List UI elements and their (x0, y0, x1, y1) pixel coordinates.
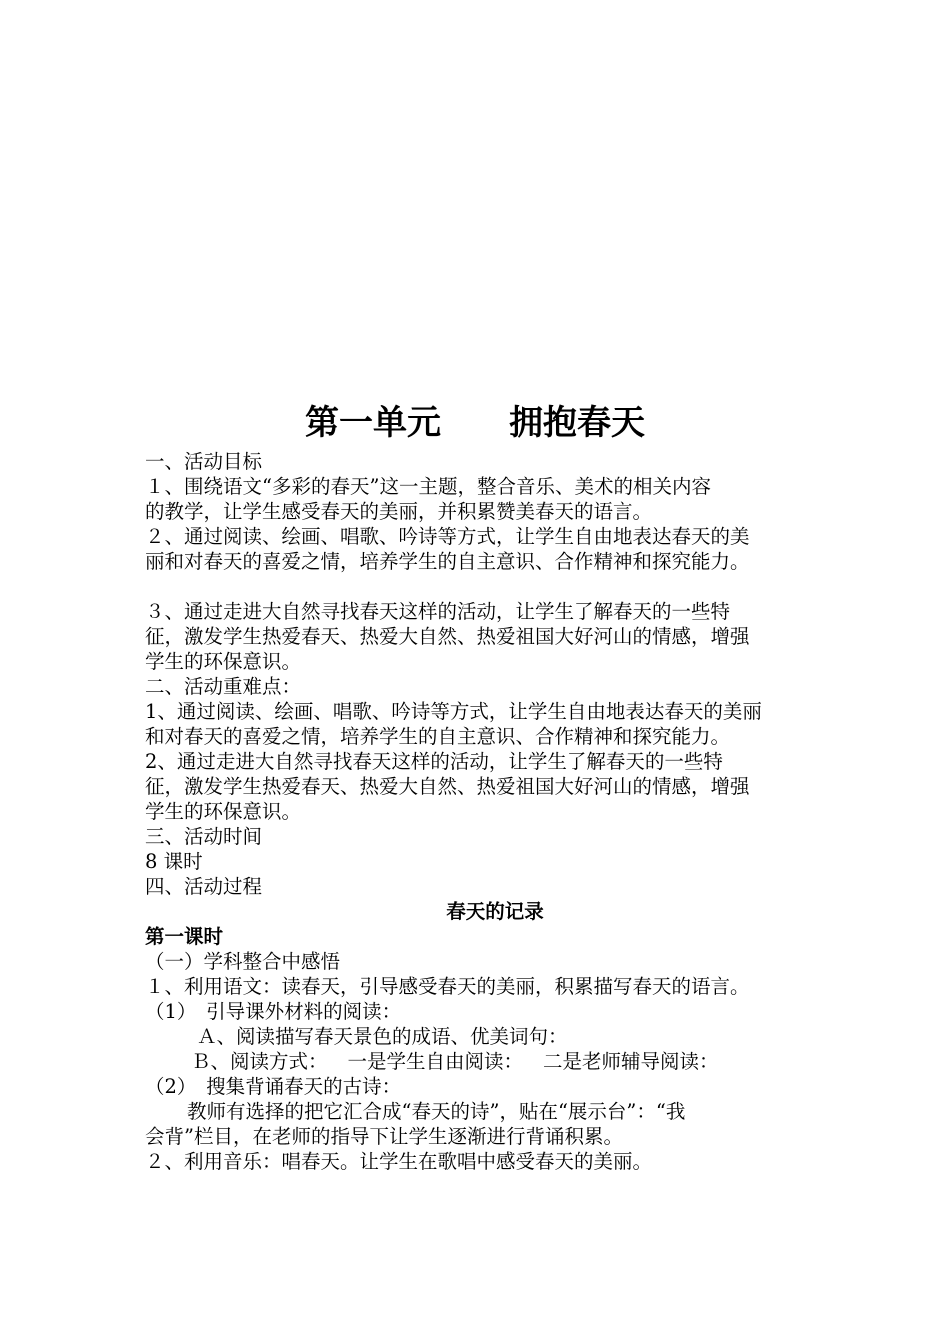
item-b-option-1: 一是学生自由阅读： (347, 1050, 524, 1073)
blank-line (145, 574, 845, 599)
text-line: 2、通过走进大自然寻找春天这样的活动，让学生了解春天的一些特 (145, 750, 723, 773)
item-b (145, 1049, 845, 1074)
text-line: 8 课时 (145, 850, 203, 873)
text-line: 丽和对春天的喜爱之情，培养学生的自主意识、合作精神和探究能力。 (145, 550, 750, 573)
text-line: ３、通过走进大自然寻找春天这样的活动，让学生了解春天的一些特 (145, 600, 731, 623)
text-line: １、围绕语文“多彩的春天”这一主题，整合音乐、美术的相关内容 (145, 475, 711, 498)
text-line: 和对春天的喜爱之情，培养学生的自主意识、合作精神和探究能力。 (145, 725, 731, 748)
heading-process: 四、活动过程 (145, 875, 263, 898)
item-b-label: Ｂ、阅读方式： (191, 1050, 328, 1073)
item-2: （2） 搜集背诵春天的古诗： (145, 1075, 402, 1098)
section-title: 春天的记录 (446, 900, 544, 923)
text-line: 征，激发学生热爱春天、热爱大自然、热爱祖国大好河山的情感，增强 (145, 625, 750, 648)
text-line: 的教学，让学生感受春天的美丽，并积累赞美春天的语言。 (145, 500, 653, 523)
document-body (145, 449, 845, 1174)
text-line: ２、利用音乐：唱春天。让学生在歌唱中感受春天的美丽。 (145, 1150, 653, 1173)
text-line: 征，激发学生热爱春天、热爱大自然、热爱祖国大好河山的情感，增强 (145, 775, 750, 798)
heading-key-points: 二、活动重难点： (145, 675, 302, 698)
page-title: 第一单元 拥抱春天 (305, 403, 645, 443)
text-line: ２、通过阅读、绘画、唱歌、吟诗等方式，让学生自由地表达春天的美 (145, 525, 750, 548)
text-line: 教师有选择的把它汇合成“春天的诗”，贴在“展示台”：“我 (187, 1100, 686, 1123)
text-line: 会背”栏目，在老师的指导下让学生逐渐进行背诵积累。 (145, 1125, 623, 1148)
text-line: （一）学科整合中感悟 (145, 950, 341, 973)
text-line: 学生的环保意识。 (145, 650, 302, 673)
item-b-option-2: 二是老师辅导阅读： (543, 1050, 719, 1073)
heading-time: 三、活动时间 (145, 825, 263, 848)
text-line: 1、通过阅读、绘画、唱歌、吟诗等方式，让学生自由地表达春天的美丽 (145, 700, 762, 723)
text-line: １、利用语文：读春天，引导感受春天的美丽，积累描写春天的语言。 (145, 975, 750, 998)
item-a: Ａ、阅读描写春天景色的成语、优美词句： (197, 1025, 568, 1048)
text-line: 学生的环保意识。 (145, 800, 302, 823)
heading-goals: 一、活动目标 (145, 450, 263, 473)
text-line: （1） 引导课外材料的阅读： (145, 1000, 402, 1023)
lesson-title: 第一课时 (145, 925, 224, 948)
